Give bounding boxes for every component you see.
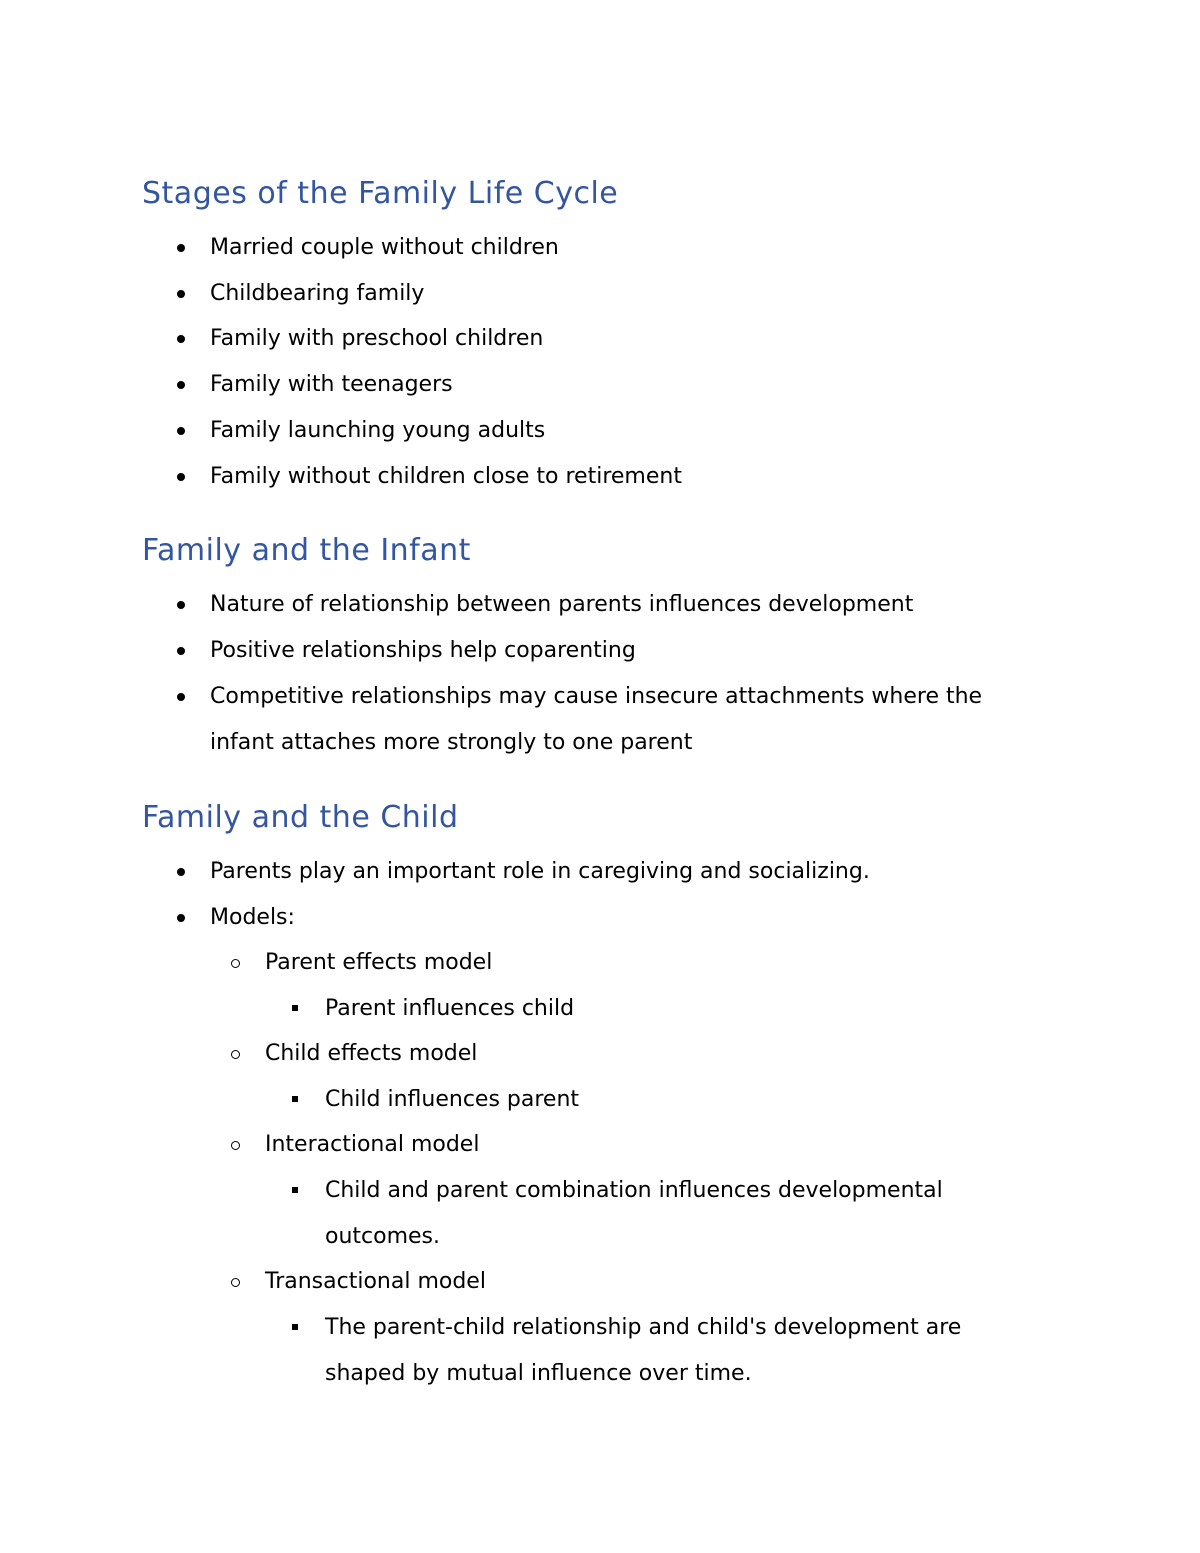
- model-detail: Child influences parent: [325, 1087, 580, 1112]
- bullet-disc: [177, 473, 185, 481]
- section-heading-life-cycle: Stages of the Family Life Cycle: [142, 176, 619, 211]
- bullet-circle: [231, 1278, 240, 1287]
- list-item: Family without children close to retirement: [210, 464, 682, 489]
- list-item: Models:: [210, 905, 295, 930]
- bullet-disc: [177, 290, 185, 298]
- model-name: Child effects model: [265, 1041, 478, 1066]
- model-detail: Child and parent combination influences developmental: [325, 1178, 943, 1203]
- model-name: Transactional model: [265, 1269, 486, 1294]
- bullet-square: [292, 1005, 298, 1011]
- model-detail: Parent influences child: [325, 996, 575, 1021]
- bullet-disc: [177, 868, 185, 876]
- list-item: Family with preschool children: [210, 326, 544, 351]
- bullet-disc: [177, 647, 185, 655]
- list-item: Family launching young adults: [210, 418, 546, 443]
- list-item-continuation: infant attaches more strongly to one parent: [210, 730, 693, 755]
- bullet-circle: [231, 959, 240, 968]
- bullet-disc: [177, 693, 185, 701]
- list-item: Married couple without children: [210, 235, 559, 260]
- list-item: Nature of relationship between parents influences development: [210, 592, 914, 617]
- bullet-disc: [177, 914, 185, 922]
- bullet-disc: [177, 381, 185, 389]
- bullet-disc: [177, 335, 185, 343]
- model-detail-continuation: shaped by mutual influence over time.: [325, 1361, 752, 1386]
- list-item: Childbearing family: [210, 281, 425, 306]
- list-item: Competitive relationships may cause insecure attachments where the: [210, 684, 983, 709]
- list-item: Parents play an important role in caregiving and socializing.: [210, 859, 870, 884]
- bullet-disc: [177, 427, 185, 435]
- model-name: Interactional model: [265, 1132, 480, 1157]
- model-name: Parent effects model: [265, 950, 493, 975]
- model-detail: The parent-child relationship and child's development are: [325, 1315, 962, 1340]
- bullet-square: [292, 1187, 298, 1193]
- bullet-circle: [231, 1141, 240, 1150]
- bullet-disc: [177, 601, 185, 609]
- model-detail-continuation: outcomes.: [325, 1224, 441, 1249]
- bullet-circle: [231, 1050, 240, 1059]
- section-heading-child: Family and the Child: [142, 800, 459, 835]
- bullet-square: [292, 1324, 298, 1330]
- list-item: Positive relationships help coparenting: [210, 638, 636, 663]
- bullet-disc: [177, 244, 185, 252]
- section-heading-infant: Family and the Infant: [142, 533, 471, 568]
- list-item: Family with teenagers: [210, 372, 453, 397]
- bullet-square: [292, 1096, 298, 1102]
